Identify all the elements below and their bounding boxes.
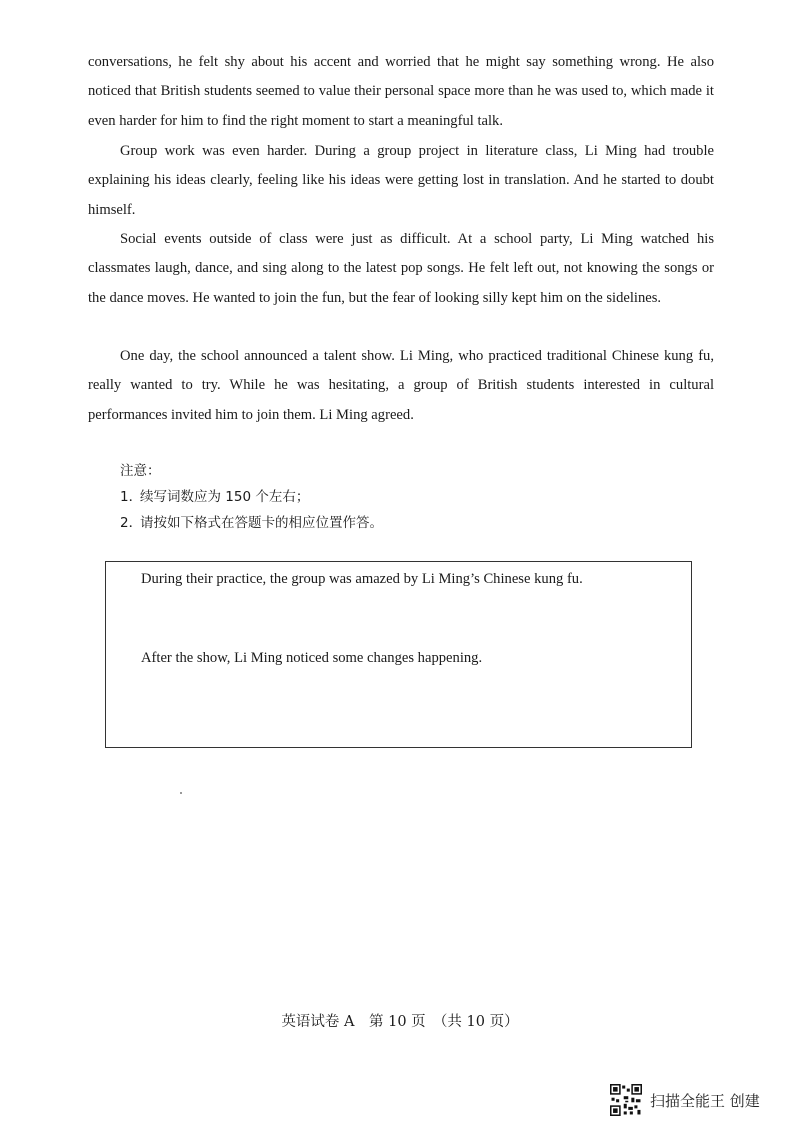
note-item: [120, 510, 383, 536]
page-footer: 英语试卷 A 第 10 页 （共 10 页）: [281, 1014, 519, 1030]
answer-box-second-sentence: After the show, Li Ming noticed some changes happening.: [141, 650, 483, 666]
passage-paragraph-1: conversations, he felt shy about his accent and worried that he might say something wrong. He also noticed that British students seemed to value their personal space more than he was used to, which made it even harder for him to find the right moment to start a meaningful talk.: [88, 54, 714, 129]
scan-speck: [180, 792, 182, 794]
passage-paragraph-4: One day, the school announced a talent show. Li Ming, who practiced traditional Chinese kung fu, really wanted to try. While he was hesitating, a group of British students interested in cultural performances invited him to join them. Li Ming agreed.: [88, 348, 714, 423]
watermark-text: 扫描全能王 创建: [650, 1091, 760, 1110]
note-item: [120, 484, 383, 510]
note-text: 续写词数应为 150 个左右；: [140, 489, 310, 505]
answer-box: [105, 561, 692, 748]
note-number: 1．: [120, 489, 143, 505]
notes-section: [120, 458, 383, 536]
note-text: 请按如下格式在答题卡的相应位置作答。: [140, 515, 383, 531]
passage-paragraph-2: Group work was even harder. During a group project in literature class, Li Ming had trouble explaining his ideas clearly, feeling like his ideas were getting lost in translation. And he started to doubt himself.: [88, 143, 714, 218]
answer-box-first-sentence: During their practice, the group was amazed by Li Ming’s Chinese kung fu.: [141, 571, 583, 587]
passage-paragraph-3: Social events outside of class were just as difficult. At a school party, Li Ming watched his classmates laugh, dance, and sing along to the latest pop songs. He felt left out, not knowing the songs or the dance moves. He wanted to join the fun, but the fear of looking silly kept him on the sidelines.: [88, 231, 714, 306]
scanner-watermark: [610, 1084, 760, 1116]
note-number: 2．: [120, 515, 143, 531]
notes-heading: 注意：: [120, 463, 161, 479]
qr-code-icon: [610, 1084, 642, 1116]
